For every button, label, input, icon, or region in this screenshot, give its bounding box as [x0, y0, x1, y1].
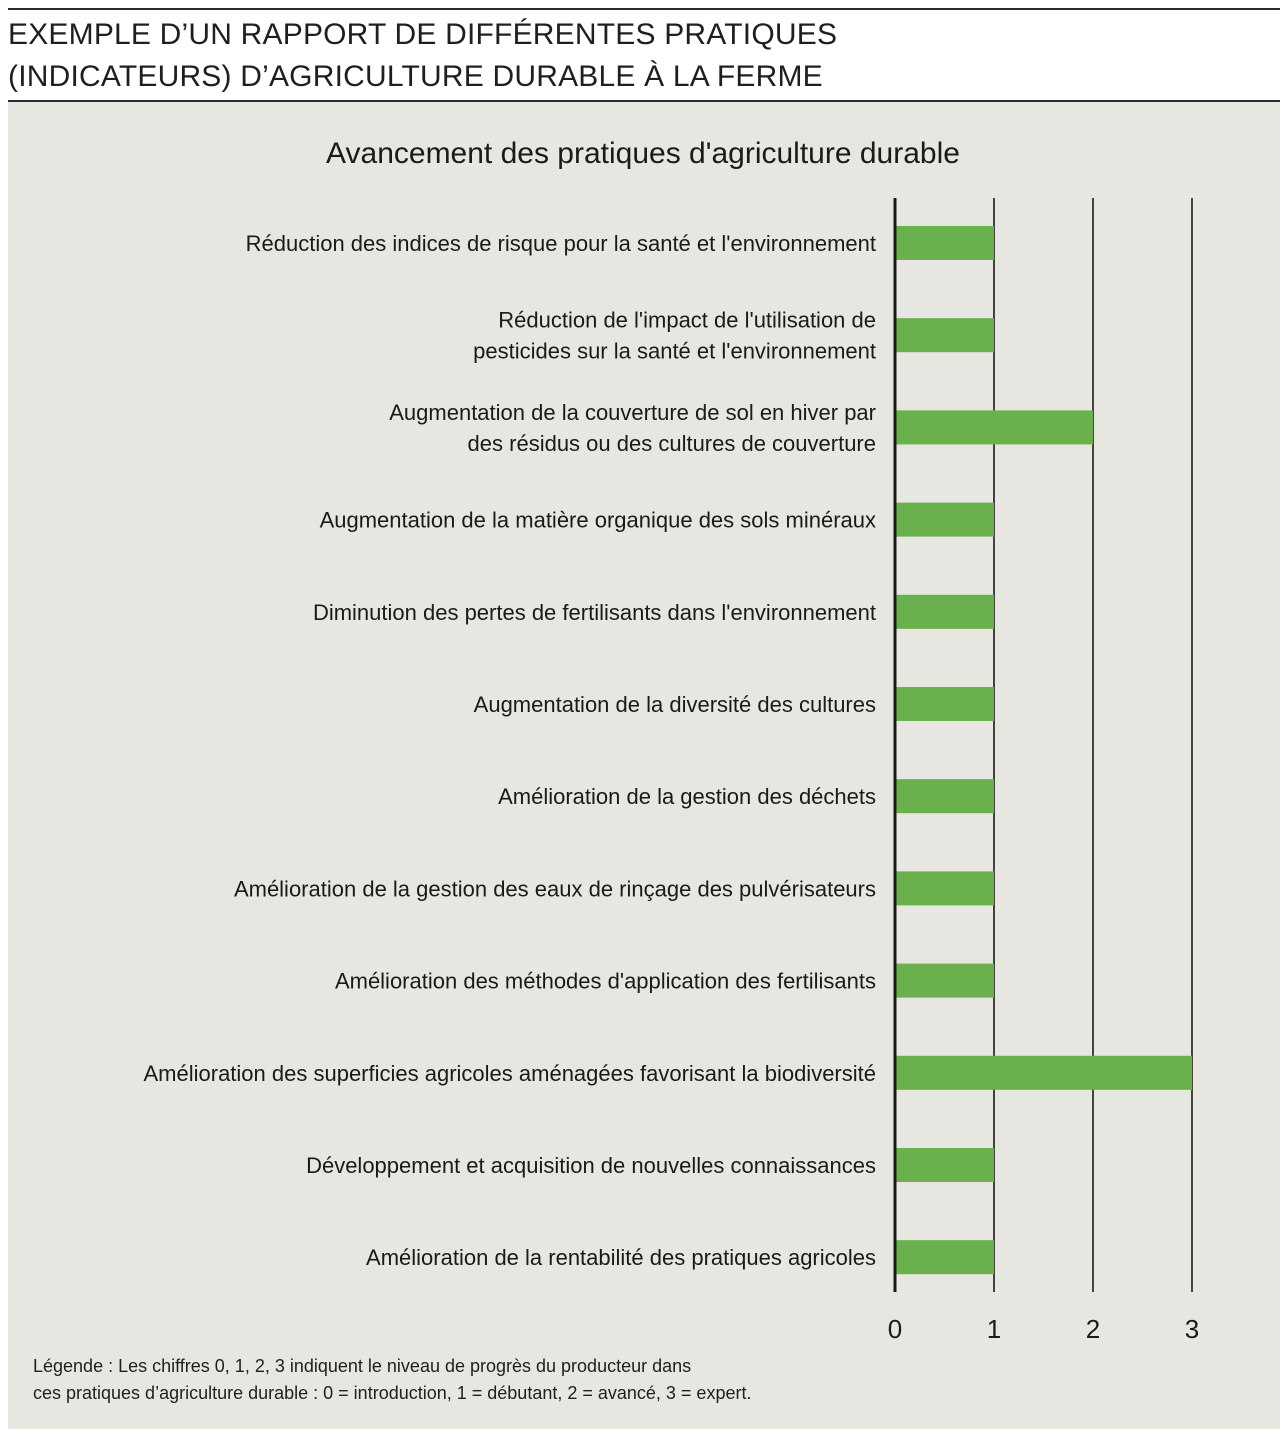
bar-4 [895, 503, 994, 537]
category-label-8 [234, 876, 876, 901]
category-label-line: Amélioration de la gestion des eaux de rinçage des pulvérisateurs [233, 876, 876, 902]
category-label-line: Réduction de l'impact de l'utilisation de [498, 307, 876, 333]
tick-label-1: 1 [986, 1314, 1002, 1344]
category-label-7 [498, 784, 876, 809]
category-label-12 [366, 1245, 876, 1270]
bar-12 [895, 1240, 994, 1274]
bar-11 [895, 1148, 994, 1182]
category-label-line: Développement et acquisition de nouvelles connaissances [306, 1153, 876, 1178]
chart-title: Avancement des pratiques d'agriculture durable [326, 137, 960, 170]
bar-2 [895, 318, 994, 352]
tick-label-0: 0 [887, 1314, 903, 1344]
category-label-line: Amélioration des méthodes d'application des fertilisants [334, 968, 876, 994]
category-label-4 [320, 508, 876, 533]
category-label-2 [473, 308, 876, 364]
category-label-10 [144, 1061, 877, 1086]
legend-line-1: Légende : Les chiffres 0, 1, 2, 3 indiquent le niveau de progrès du producteur dans [33, 1356, 692, 1376]
category-label-line: Réduction des indices de risque pour la santé et l'environnement [245, 231, 876, 256]
category-label-line: Amélioration des superficies agricoles aménagées favorisant la biodiversité [143, 1060, 876, 1086]
category-label-3 [389, 400, 876, 456]
category-label-line: des résidus ou des cultures de couverture [467, 430, 876, 456]
category-label-9 [335, 969, 876, 994]
category-label-line: Amélioration de la gestion des déchets [498, 784, 876, 810]
category-label-5 [313, 600, 876, 625]
legend [33, 1353, 1233, 1407]
bar-5 [895, 595, 994, 629]
bar-6 [895, 687, 994, 721]
bar-3 [895, 410, 1093, 444]
bar-8 [895, 871, 994, 905]
category-label-line: Diminution des pertes de fertilisants dans l'environnement [312, 599, 876, 625]
bar-1 [895, 226, 994, 260]
tick-label-3: 3 [1184, 1314, 1200, 1344]
figure-title-line-2: (INDICATEURS) D’AGRICULTURE DURABLE À LA FERME [8, 60, 823, 93]
category-label-11 [306, 1153, 876, 1178]
bar-7 [895, 779, 994, 813]
category-label-line: pesticides sur la santé et l'environnement [473, 338, 876, 364]
legend-line-2: ces pratiques d’agriculture durable : 0 = introduction, 1 = débutant, 2 = avancé, 3 = expert. [33, 1383, 752, 1403]
category-label-line: Amélioration de la rentabilité des pratiques agricoles [366, 1245, 876, 1271]
category-label-line: Augmentation de la matière organique des sols minéraux [319, 507, 876, 533]
category-label-6 [474, 692, 876, 717]
bar-10 [895, 1056, 1192, 1090]
category-label-line: Augmentation de la diversité des cultures [473, 692, 876, 717]
category-label-line: Augmentation de la couverture de sol en hiver par [389, 399, 876, 425]
category-label-1 [246, 231, 876, 256]
figure-title-line-1: EXEMPLE D’UN RAPPORT DE DIFFÉRENTES PRATIQUES [8, 18, 838, 51]
bar-9 [895, 964, 994, 998]
tick-label-2: 2 [1085, 1314, 1101, 1344]
